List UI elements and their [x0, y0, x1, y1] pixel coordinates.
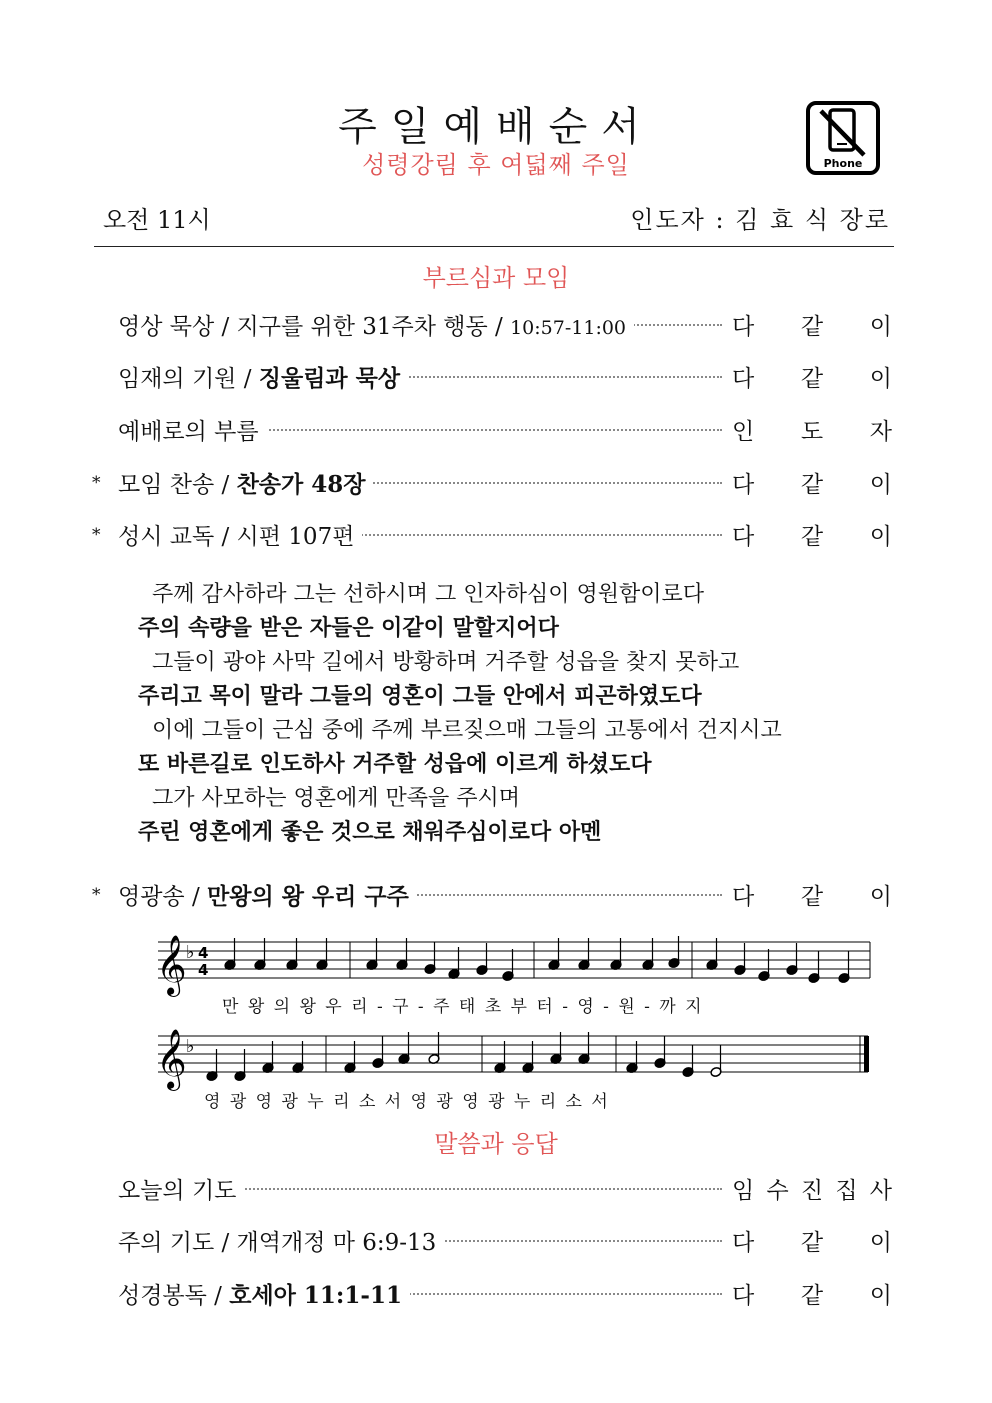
reading-leader-line: 주께 감사하라 그는 선하시며 그 인자하심이 영원함이로다	[152, 582, 705, 607]
order-item-prayer	[92, 1168, 892, 1208]
order-item-hymn	[92, 462, 892, 502]
time-sig-top: 4	[198, 944, 209, 962]
reading-leader-line: 이에 그들이 근심 중에 주께 부르짖으매 그들의 고통에서 건지시고	[152, 718, 782, 743]
score-lyrics-line-2: 영 광 영 광 누 리 소 서 영 광 영 광 누 리 소 서	[204, 1092, 610, 1112]
key-flat-icon: ♭	[186, 942, 195, 963]
item-label: 주의 기도 / 개역개정 마 6:9-13	[118, 1224, 444, 1257]
reading-leader-line: 그가 사모하는 영혼에게 만족을 주시며	[152, 786, 521, 811]
item-performer: 다 같 이	[732, 314, 892, 340]
item-time: 10:57-11:00	[510, 317, 627, 339]
item-label: 성경봉독 /	[118, 1283, 230, 1309]
reading-response-line: 또 바른길로 인도하사 거주할 성읍에 이르게 하셨도다	[138, 752, 652, 777]
notes-line-2	[206, 1032, 722, 1081]
item-performer: 다 같 이	[732, 1230, 892, 1256]
order-item-lords-prayer	[92, 1220, 892, 1260]
item-performer: 다 같 이	[732, 366, 892, 392]
reading-response-line: 주의 속량을 받은 자들은 이같이 말할지어다	[138, 616, 559, 641]
service-time: 오전 11시	[103, 206, 211, 234]
standing-mark: *	[92, 525, 101, 545]
item-label: 성시 교독 / 시편 107편	[118, 518, 362, 551]
item-label: 오늘의 기도	[118, 1172, 244, 1205]
item-label: 영광송 /	[118, 884, 208, 910]
header-divider	[94, 246, 894, 247]
no-phone-icon	[806, 101, 880, 175]
standing-mark: *	[92, 885, 101, 905]
order-item-call-to-worship	[92, 409, 892, 449]
item-performer: 임 수 진 집 사	[732, 1178, 892, 1204]
item-label: 영상 묵상 / 지구를 위한 31주차 행동 /	[118, 314, 511, 340]
item-performer: 다 같 이	[732, 884, 892, 910]
page-subtitle: 성령강림 후 여덟째 주일	[362, 151, 630, 179]
reading-leader-line: 그들이 광야 사막 길에서 방황하며 거주할 성읍을 찾지 못하고	[152, 650, 740, 675]
item-performer: 다 같 이	[732, 472, 892, 498]
treble-clef-icon: 𝄞	[156, 1029, 187, 1089]
reading-response-line: 주리고 목이 말라 그들의 영혼이 그들 안에서 피곤하였도다	[138, 684, 702, 709]
section-gathering-title: 부르심과 모임	[422, 264, 570, 292]
time-sig-bottom: 4	[198, 961, 209, 979]
order-item-invocation	[92, 356, 892, 396]
order-item-psalm	[92, 514, 892, 554]
score-lyrics-line-1: 만 왕 의 왕 우 리 - 구 - 주 태 초 부 터 - 영 - 원 - 까 지	[222, 997, 704, 1017]
responsive-reading	[138, 578, 898, 850]
key-flat-icon: ♭	[186, 1036, 195, 1057]
service-leader: 인도자 : 김 효 식 장로	[630, 206, 890, 234]
order-item-meditation	[92, 304, 892, 344]
item-label-bold: 찬송가 48장	[236, 471, 366, 498]
reading-response-line: 주린 영혼에게 좋은 것으로 채워주심이로다 아멘	[138, 820, 602, 845]
item-performer: 인 도 자	[732, 419, 892, 445]
item-label-bold: 만왕의 왕 우리 구주	[207, 883, 409, 910]
standing-mark: *	[92, 473, 101, 493]
section-word-title: 말씀과 응답	[434, 1130, 558, 1158]
page-title: 주일예배순서	[338, 104, 654, 150]
item-label: 모임 찬송 /	[118, 472, 237, 498]
phone-icon-label: Phone	[823, 157, 863, 170]
item-label-bold: 징울림과 묵상	[258, 365, 401, 392]
order-item-scripture	[92, 1273, 892, 1313]
item-performer: 다 같 이	[732, 1283, 892, 1309]
item-performer: 다 같 이	[732, 524, 892, 550]
item-label: 예배로의 부름	[118, 413, 267, 446]
item-label: 임재의 기원 /	[118, 366, 259, 392]
item-label-bold: 호세아 11:1-11	[229, 1282, 402, 1309]
treble-clef-icon: 𝄞	[156, 935, 187, 995]
order-item-gloria	[92, 874, 892, 914]
